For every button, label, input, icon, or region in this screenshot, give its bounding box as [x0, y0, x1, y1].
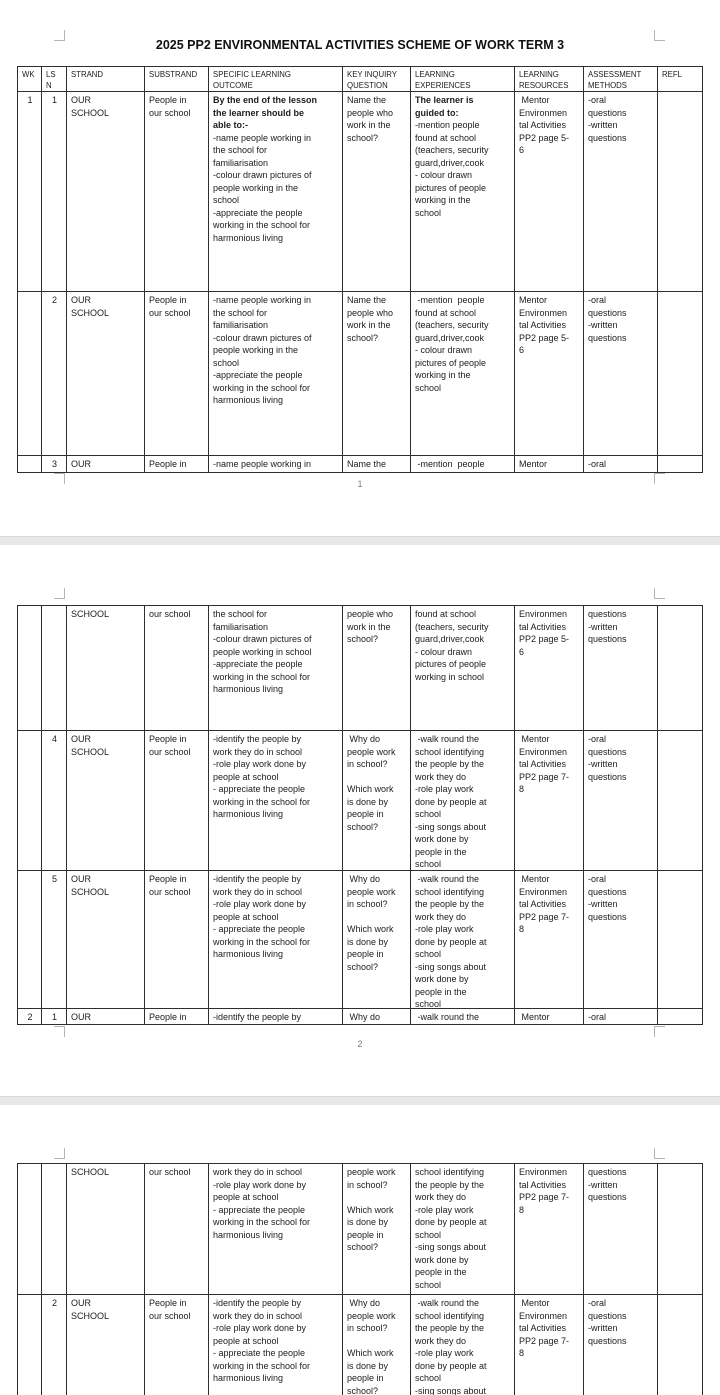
document-page-2[interactable]: [0, 545, 720, 1096]
table-cell-key-inquiry-question: Name the people who work in the school?: [342, 292, 410, 455]
column-header-specific-learning-outcome: SPECIFIC LEARNING OUTCOME: [208, 67, 342, 91]
table-cell-substrand: People in our school: [144, 92, 208, 291]
table-cell-wk: [18, 871, 41, 1008]
table-cell-refl: [657, 731, 702, 870]
table-row: [18, 606, 702, 730]
page-corner-mark: [54, 588, 65, 599]
table-row: [18, 455, 702, 472]
page-corner-mark: [654, 1148, 665, 1159]
table-cell-learning-experiences: -walk round the school identifying the people by the work they do -role play work done by people at school -sing songs about: [410, 1295, 514, 1395]
table-cell-assessment-methods: -oral questions -written questions: [583, 731, 657, 870]
table-cell-substrand: People in our school: [144, 731, 208, 870]
page-number: 1: [357, 479, 363, 489]
table-cell-specific-learning-outcome: work they do in school -role play work done by people at school - appreciate the people working in the school for harmonious living: [208, 1164, 342, 1294]
table-cell-wk: [18, 1164, 41, 1294]
column-header-lsn: LS N: [41, 67, 66, 91]
table-cell-learning-resources: Mentor: [514, 1009, 583, 1024]
table-cell-key-inquiry-question: Why do people work in school? Which work is done by people in school?: [342, 731, 410, 870]
column-header-key-inquiry-question: KEY INQUIRY QUESTION: [342, 67, 410, 91]
table-cell-key-inquiry-question: Why do people work in school? Which work is done by people in school?: [342, 871, 410, 1008]
table-cell-substrand: People in: [144, 1009, 208, 1024]
column-header-assessment-methods: ASSESSMENT METHODS: [583, 67, 657, 91]
table-cell-lsn: [41, 606, 66, 730]
scheme-of-work-table: [17, 1163, 703, 1395]
table-cell-specific-learning-outcome: the school for familiarisation -colour drawn pictures of people working in school -appreciate the people working in the school for harmonious living: [208, 606, 342, 730]
table-cell-assessment-methods: -oral: [583, 1009, 657, 1024]
table-cell-strand: OUR SCHOOL: [66, 871, 144, 1008]
table-row: [18, 1164, 702, 1294]
table-cell-wk: [18, 292, 41, 455]
table-cell-substrand: our school: [144, 606, 208, 730]
table-cell-specific-learning-outcome: -identify the people by work they do in school -role play work done by people at school - appreciate the people working in the school for harmonious living: [208, 1295, 342, 1395]
page-corner-mark: [654, 588, 665, 599]
document-page-1[interactable]: [0, 0, 720, 536]
table-cell-assessment-methods: questions -written questions: [583, 606, 657, 730]
table-cell-lsn: 1: [41, 92, 66, 291]
table-cell-substrand: People in our school: [144, 871, 208, 1008]
scheme-of-work-table: [17, 605, 703, 1025]
page-gap: [0, 536, 720, 545]
table-cell-lsn: 1: [41, 1009, 66, 1024]
table-cell-lsn: 3: [41, 456, 66, 472]
table-cell-refl: [657, 606, 702, 730]
table-cell-learning-resources: Mentor Environmen tal Activities PP2 page 7- 8: [514, 1295, 583, 1395]
table-cell-key-inquiry-question: Name the: [342, 456, 410, 472]
table-cell-wk: [18, 456, 41, 472]
table-cell-wk: [18, 731, 41, 870]
table-cell-strand: OUR SCHOOL: [66, 731, 144, 870]
table-row: [18, 291, 702, 455]
table-cell-strand: OUR SCHOOL: [66, 92, 144, 291]
table-cell-lsn: 2: [41, 1295, 66, 1395]
table-cell-learning-resources: Mentor Environmen tal Activities PP2 page 5- 6: [514, 92, 583, 291]
table-cell-specific-learning-outcome: -identify the people by work they do in school -role play work done by people at school - appreciate the people working in the school for harmonious living: [208, 731, 342, 870]
table-cell-assessment-methods: -oral questions -written questions: [583, 1295, 657, 1395]
table-cell-specific-learning-outcome: -identify the people by: [208, 1009, 342, 1024]
table-cell-learning-resources: Mentor Environmen tal Activities PP2 page 7- 8: [514, 871, 583, 1008]
table-cell-learning-experiences: -walk round the school identifying the people by the work they do -role play work done by people at school -sing songs about work done by people in the school: [410, 871, 514, 1008]
table-cell-assessment-methods: -oral questions -written questions: [583, 871, 657, 1008]
table-cell-learning-experiences: The learner is guided to: -mention people found at school (teachers, security guard,driver,cook - colour drawn pictures of people working in the school: [410, 92, 514, 291]
table-cell-learning-resources: Environmen tal Activities PP2 page 7- 8: [514, 1164, 583, 1294]
table-cell-refl: [657, 1164, 702, 1294]
table-row: [18, 1294, 702, 1395]
table-cell-key-inquiry-question: Why do people work in school? Which work is done by people in school?: [342, 1295, 410, 1395]
table-cell-lsn: 5: [41, 871, 66, 1008]
table-cell-lsn: 4: [41, 731, 66, 870]
document-page-3[interactable]: [0, 1105, 720, 1395]
table-cell-key-inquiry-question: people work in school? Which work is done by people in school?: [342, 1164, 410, 1294]
column-header-learning-experiences: LEARNING EXPERIENCES: [410, 67, 514, 91]
table-cell-specific-learning-outcome: -name people working in: [208, 456, 342, 472]
table-cell-substrand: People in: [144, 456, 208, 472]
page-number: 2: [357, 1039, 363, 1049]
table-header-row: [18, 67, 702, 91]
table-cell-learning-experiences: -walk round the school identifying the people by the work they do -role play work done by people at school -sing songs about work done by people in the school: [410, 731, 514, 870]
table-cell-assessment-methods: -oral questions -written questions: [583, 92, 657, 291]
table-cell-learning-experiences: found at school (teachers, security guard,driver,cook - colour drawn pictures of people working in school: [410, 606, 514, 730]
table-cell-refl: [657, 456, 702, 472]
page-corner-mark: [654, 1026, 665, 1037]
table-cell-assessment-methods: questions -written questions: [583, 1164, 657, 1294]
table-cell-refl: [657, 292, 702, 455]
table-row: [18, 730, 702, 870]
table-cell-substrand: People in our school: [144, 292, 208, 455]
table-cell-strand: OUR SCHOOL: [66, 292, 144, 455]
page-corner-mark: [54, 1026, 65, 1037]
table-cell-learning-experiences: school identifying the people by the work they do -role play work done by people at school -sing songs about work done by people in the school: [410, 1164, 514, 1294]
table-cell-strand: OUR SCHOOL: [66, 1295, 144, 1395]
table-row: [18, 870, 702, 1008]
table-cell-refl: [657, 871, 702, 1008]
table-row: [18, 1008, 702, 1024]
table-cell-key-inquiry-question: Why do: [342, 1009, 410, 1024]
table-cell-strand: OUR: [66, 456, 144, 472]
page-gap: [0, 1096, 720, 1105]
table-cell-substrand: our school: [144, 1164, 208, 1294]
table-cell-refl: [657, 1295, 702, 1395]
table-cell-assessment-methods: -oral questions -written questions: [583, 292, 657, 455]
table-cell-strand: SCHOOL: [66, 1164, 144, 1294]
document-title: 2025 PP2 ENVIRONMENTAL ACTIVITIES SCHEME OF WORK TERM 3: [155, 38, 565, 52]
table-cell-strand: SCHOOL: [66, 606, 144, 730]
table-cell-learning-experiences: -mention people: [410, 456, 514, 472]
table-cell-learning-resources: Mentor Environmen tal Activities PP2 page 5- 6: [514, 292, 583, 455]
table-cell-specific-learning-outcome: -name people working in the school for familiarisation -colour drawn pictures of people working in the school -appreciate the people working in the school for harmonious living: [208, 292, 342, 455]
column-header-learning-resources: LEARNING RESOURCES: [514, 67, 583, 91]
table-cell-learning-resources: Mentor: [514, 456, 583, 472]
scheme-of-work-table: [17, 66, 703, 473]
table-cell-lsn: [41, 1164, 66, 1294]
table-cell-learning-experiences: -mention people found at school (teachers, security guard,driver,cook - colour drawn pictures of people working in the school: [410, 292, 514, 455]
table-cell-wk: 2: [27, 1012, 33, 1022]
table-cell-assessment-methods: -oral: [583, 456, 657, 472]
table-cell-key-inquiry-question: Name the people who work in the school?: [342, 92, 410, 291]
table-cell-key-inquiry-question: people who work in the school?: [342, 606, 410, 730]
column-header-refl: REFL: [657, 67, 702, 91]
table-cell-lsn: 2: [41, 292, 66, 455]
page-corner-mark: [54, 1148, 65, 1159]
column-header-strand: STRAND: [66, 67, 144, 91]
table-cell-learning-resources: Environmen tal Activities PP2 page 5- 6: [514, 606, 583, 730]
table-cell-specific-learning-outcome: By the end of the lesson the learner should be able to:- -name people working in the school for familiarisation -colour drawn pictures of people working in the school -appreciate the people working in the school for harmonious living: [208, 92, 342, 291]
table-cell-wk: [18, 1295, 41, 1395]
table-cell-learning-resources: Mentor Environmen tal Activities PP2 page 7- 8: [514, 731, 583, 870]
table-cell-refl: [657, 1009, 702, 1024]
table-cell-wk: [18, 606, 41, 730]
table-row: [18, 91, 702, 291]
table-cell-specific-learning-outcome: -identify the people by work they do in school -role play work done by people at school - appreciate the people working in the school for harmonious living: [208, 871, 342, 1008]
table-cell-wk: 1: [27, 95, 33, 105]
column-header-wk: WK: [22, 70, 35, 79]
table-cell-substrand: People in our school: [144, 1295, 208, 1395]
table-cell-learning-experiences: -walk round the: [410, 1009, 514, 1024]
table-cell-refl: [657, 92, 702, 291]
table-cell-strand: OUR: [66, 1009, 144, 1024]
column-header-substrand: SUBSTRAND: [144, 67, 208, 91]
